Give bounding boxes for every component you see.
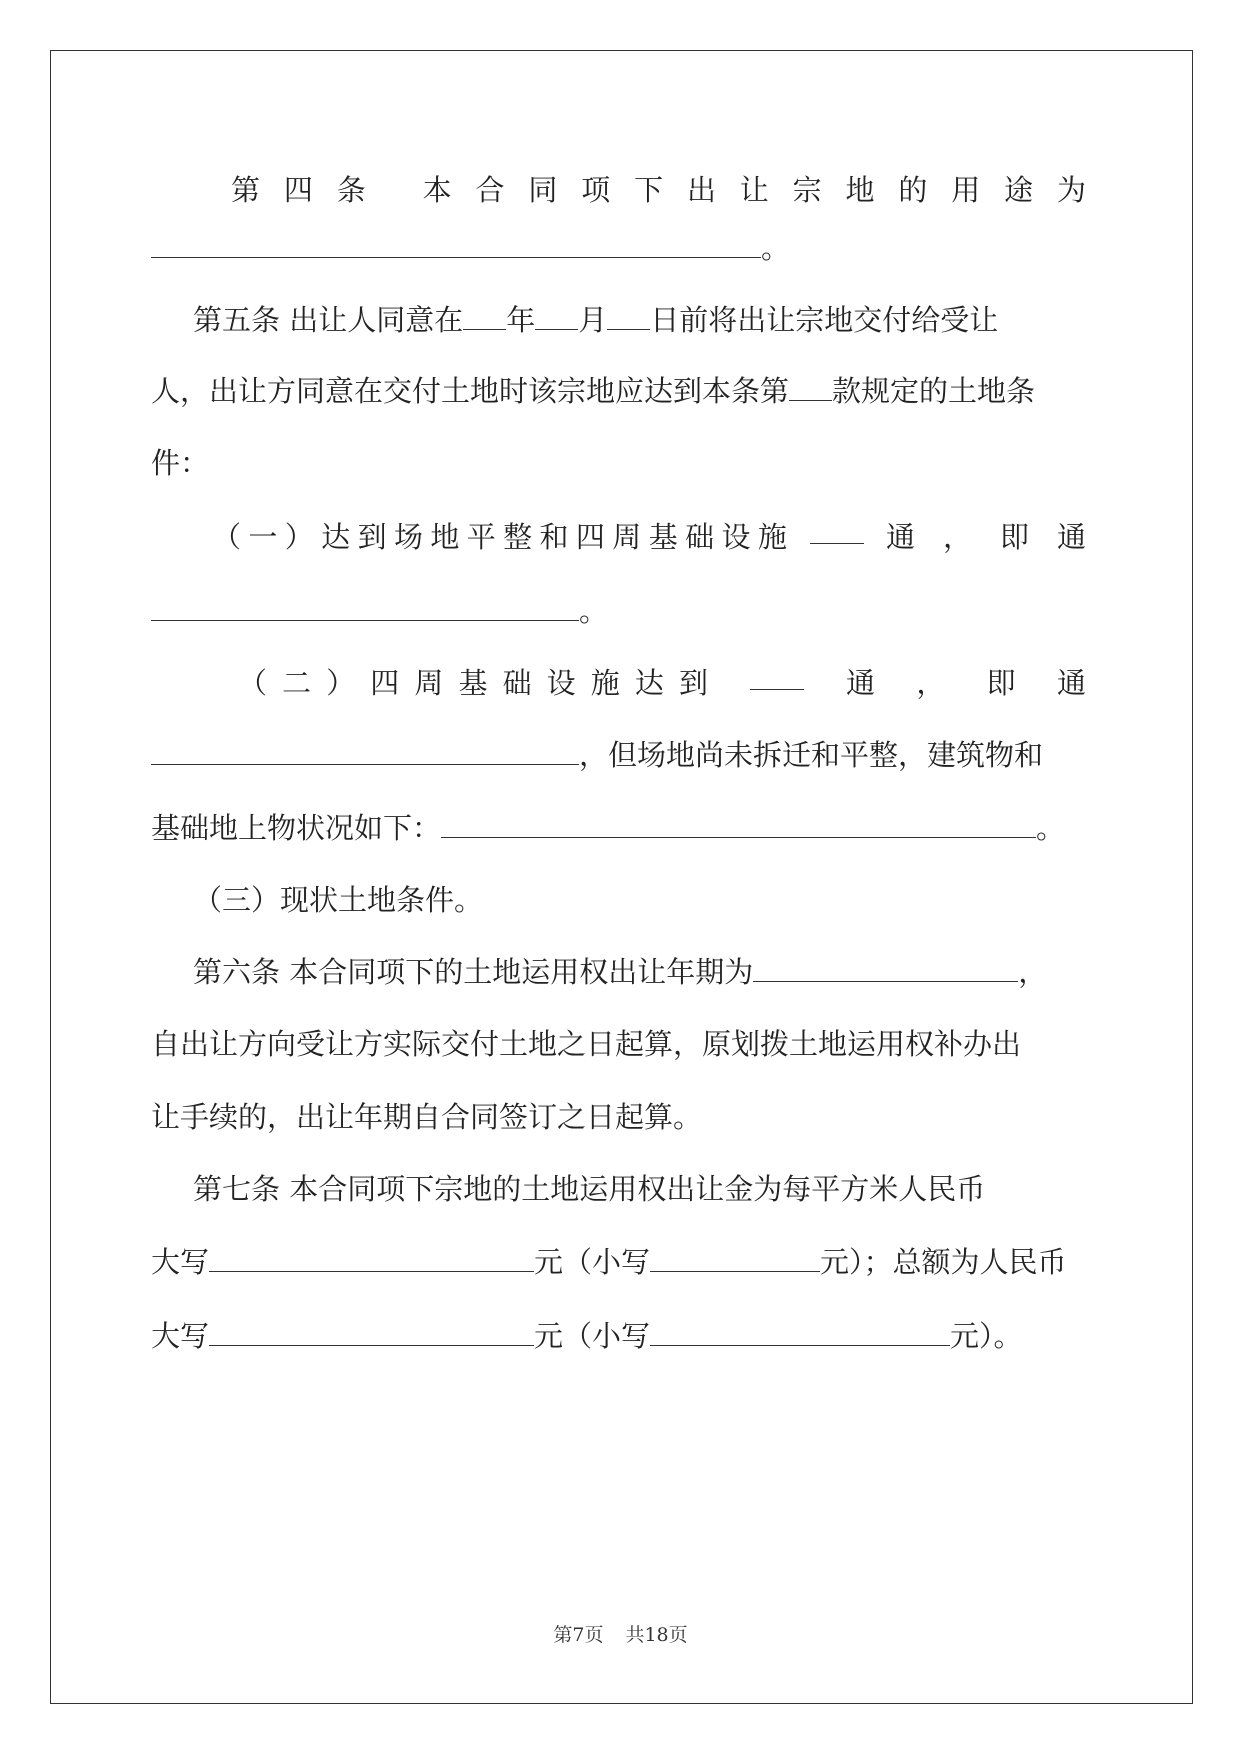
blank-utilities-list-2 bbox=[151, 738, 579, 765]
glyph: 二 bbox=[282, 666, 312, 700]
glyph: 即 bbox=[986, 666, 1016, 700]
glyph: ） bbox=[326, 666, 356, 700]
glyph: 周 bbox=[414, 666, 444, 700]
glyph: 础 bbox=[502, 666, 532, 700]
blank-land-use bbox=[151, 231, 761, 258]
glyph: 四 bbox=[370, 666, 400, 700]
glyph: 平 bbox=[466, 520, 496, 554]
blank-day bbox=[607, 303, 650, 330]
glyph: （ bbox=[212, 520, 242, 554]
glyph: 让 bbox=[739, 173, 769, 207]
glyph: 和 bbox=[539, 520, 569, 554]
article-5-line-3: 件： bbox=[151, 446, 210, 480]
blank-utilities-list-1 bbox=[151, 594, 579, 621]
glyph: 四 bbox=[283, 173, 313, 207]
glyph: 通 bbox=[886, 520, 916, 554]
glyph: 合 bbox=[475, 173, 505, 207]
glyph: 达 bbox=[321, 520, 351, 554]
glyph: 为 bbox=[1056, 173, 1086, 207]
glyph: 基 bbox=[458, 666, 488, 700]
blank-year bbox=[463, 303, 506, 330]
glyph: 项 bbox=[581, 173, 611, 207]
glyph: 用 bbox=[951, 173, 981, 207]
page-border bbox=[50, 50, 1193, 1704]
glyph: ， bbox=[942, 520, 972, 554]
glyph: 下 bbox=[634, 173, 664, 207]
glyph: 条 bbox=[336, 173, 366, 207]
blank-ground-objects bbox=[441, 811, 1036, 838]
blank-term-years bbox=[753, 955, 1018, 982]
item-3-line: （三）现状土地条件。 bbox=[193, 883, 484, 917]
glyph: ， bbox=[916, 666, 946, 700]
glyph: 基 bbox=[648, 520, 678, 554]
item-2-line-1 bbox=[238, 663, 1086, 703]
item-1-line-1 bbox=[212, 517, 1086, 557]
page-footer bbox=[0, 1620, 1241, 1647]
glyph: ） bbox=[284, 520, 314, 554]
item-2-line-3: 基础地上物状况如下： 。 bbox=[151, 811, 1066, 845]
glyph: 场 bbox=[393, 520, 423, 554]
glyph: 的 bbox=[898, 173, 928, 207]
blank-unit-price-numeric bbox=[650, 1245, 820, 1272]
page-total: 共18页 bbox=[625, 1624, 688, 1646]
glyph: 整 bbox=[503, 520, 533, 554]
glyph: 本 bbox=[422, 173, 452, 207]
glyph: 第 bbox=[231, 173, 261, 207]
glyph: 出 bbox=[686, 173, 716, 207]
blank-total-numeric bbox=[650, 1319, 950, 1346]
glyph: 础 bbox=[685, 520, 715, 554]
glyph: 设 bbox=[721, 520, 751, 554]
item-1-line-2: 。 bbox=[151, 591, 1086, 631]
glyph: 周 bbox=[612, 520, 642, 554]
glyph: 达 bbox=[634, 666, 664, 700]
glyph: 同 bbox=[528, 173, 558, 207]
blank-utilities-count-1 bbox=[810, 517, 864, 544]
page-number: 第7页 bbox=[553, 1624, 604, 1646]
article-5-line-2: 人，出让方同意在交付土地时该宗地应达到本条第 款规定的土地条 bbox=[151, 374, 1036, 408]
item-2-line-2: ，但场地尚未拆迁和平整，建筑物和 bbox=[151, 735, 1086, 775]
glyph: 地 bbox=[845, 173, 875, 207]
glyph: 途 bbox=[1004, 173, 1034, 207]
glyph bbox=[390, 170, 399, 210]
glyph: 设 bbox=[546, 666, 576, 700]
article-6-line-2: 自出让方向受让方实际交付土地之日起算，原划拨土地运用权补办出 bbox=[151, 1027, 1022, 1061]
article-7-line-2: 大写 元（小写 元）；总额为人民币 bbox=[151, 1245, 1067, 1279]
blank-unit-price-capital bbox=[209, 1245, 534, 1272]
glyph: 通 bbox=[846, 666, 876, 700]
article-5-line-1: 第五条 出让人同意在 年 月 日前将出让宗地交付给受让 bbox=[193, 303, 999, 337]
article-6-line-1: 第六条 本合同项下的土地运用权出让年期为 ， bbox=[193, 955, 1048, 989]
glyph: 一 bbox=[248, 520, 278, 554]
blank-utilities-count-2 bbox=[750, 663, 804, 690]
article-7-line-3: 大写 元（小写 元）。 bbox=[151, 1319, 1023, 1353]
blank-clause-number bbox=[789, 374, 832, 401]
glyph: 四 bbox=[575, 520, 605, 554]
glyph: 即 bbox=[999, 520, 1029, 554]
glyph: 通 bbox=[1056, 666, 1086, 700]
article-4-line-2: 。 bbox=[151, 228, 1086, 268]
glyph: 宗 bbox=[792, 173, 822, 207]
glyph: 施 bbox=[590, 666, 620, 700]
article-7-line-1: 第七条 本合同项下宗地的土地运用权出让金为每平方米人民币 bbox=[193, 1172, 986, 1206]
glyph: （ bbox=[238, 666, 268, 700]
article-6-line-3: 让手续的，出让年期自合同签订之日起算。 bbox=[151, 1100, 703, 1134]
glyph: 到 bbox=[678, 666, 708, 700]
glyph: 到 bbox=[357, 520, 387, 554]
blank-month bbox=[535, 303, 578, 330]
glyph: 通 bbox=[1056, 520, 1086, 554]
glyph: 地 bbox=[430, 520, 460, 554]
article-4-line-1 bbox=[231, 170, 1086, 210]
blank-total-capital bbox=[209, 1319, 534, 1346]
glyph: 施 bbox=[757, 520, 787, 554]
